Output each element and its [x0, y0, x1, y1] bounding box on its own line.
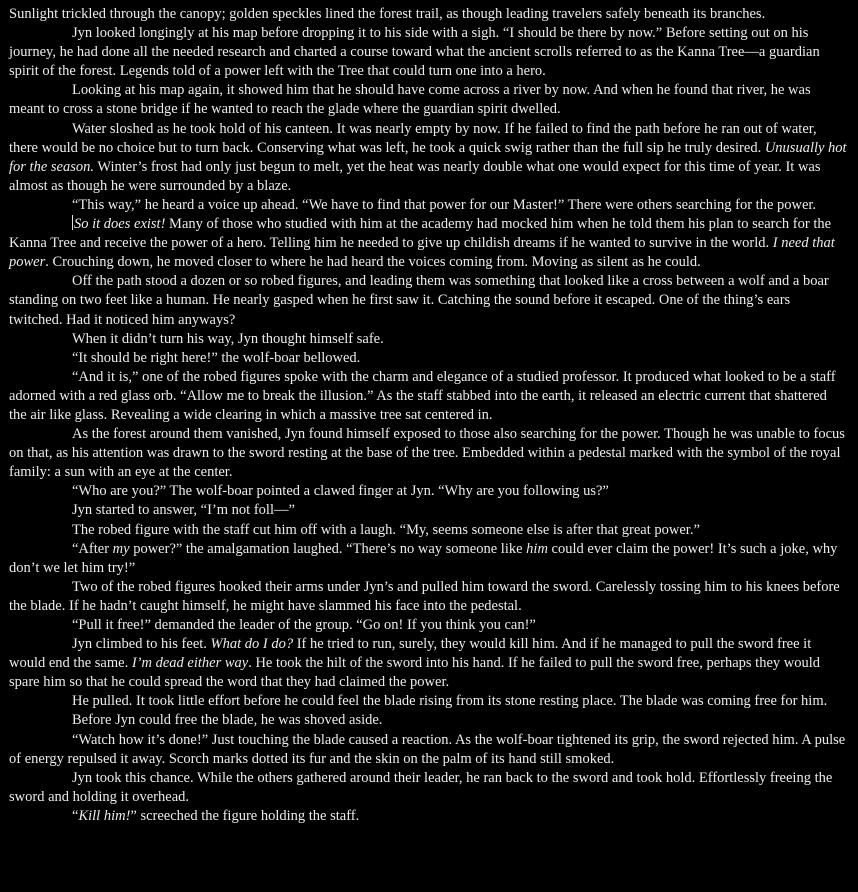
paragraph [9, 215, 847, 272]
italic-text-run: Kill him! [78, 807, 131, 824]
text-run: power?” the amalgamation laughed. “There’s no way someone like [129, 540, 527, 557]
italic-text-run: Unusually hot for the season. [9, 139, 847, 175]
text-run: “ [72, 807, 79, 824]
text-run: When it didn’t turn his way, Jyn thought himself safe. [72, 330, 384, 347]
text-run: “After [72, 540, 113, 557]
paragraph [9, 24, 847, 81]
text-run: If he tried to run, surely, they would kill him. And if he managed to pull the sword free it would end the same. [9, 636, 812, 672]
text-run: . Crouching down, he moved closer to where he had heard the voices coming from. Moving as silent as he could. [45, 254, 701, 271]
paragraph [9, 501, 847, 520]
text-run: . He took the hilt of the sword into his hand. If he failed to pull the sword free, perhaps they would spare him so that he could spread the word that they had claimed the power. [9, 655, 821, 691]
text-run: As the forest around them vanished, Jyn found himself exposed to those also searching for the power. Though he was unable to focus on that, as his attention was drawn to the sword resting at the base of the tree. Embedded within a pedestal marked with the symbol of the royal family: a sun with an eye at the center. [9, 426, 845, 481]
paragraph [9, 692, 847, 711]
text-run: “It should be right here!” the wolf-boar bellowed. [72, 349, 361, 366]
paragraph [9, 425, 847, 482]
paragraph [9, 731, 847, 769]
italic-text-run: my [112, 540, 130, 557]
italic-text-run: him [526, 540, 548, 557]
paragraph [9, 521, 847, 540]
paragraph [9, 616, 847, 635]
paragraph [9, 368, 847, 425]
text-run: Two of the robed figures hooked their arms under Jyn’s and pulled him toward the sword. Carelessly tossing him to his knees before the blade. If he hadn’t caught himself, he might have slammed his face into the pedestal. [9, 578, 840, 614]
italic-text-run: What do I do? [210, 636, 294, 653]
text-run: Winter’s frost had only just begun to melt, yet the heat was nearly double what one would expect for this time of year. It was almost as though he were surrounded by a blaze. [9, 158, 821, 194]
document-body[interactable] [9, 5, 847, 826]
text-run: Looking at his map again, it showed him that he should have come across a river by now. And when he found that river, he was meant to cross a stone bridge if he wanted to reach the glade where the guardian spirit dwelled. [9, 82, 811, 118]
text-run: Jyn climbed to his feet. [72, 636, 211, 653]
text-run: He pulled. It took little effort before he could feel the blade rising from its stone resting place. The blade was coming free for him. [72, 693, 828, 710]
text-run: Before Jyn could free the blade, he was shoved aside. [72, 712, 383, 729]
paragraph [9, 769, 847, 807]
text-run: Water sloshed as he took hold of his canteen. It was nearly empty by now. If he failed to find the path before he ran out of water, there would be no choice but to turn back. Conserving what was left, he took a quick swig rather than the full sip he truly desired. [9, 120, 817, 156]
paragraph [9, 81, 847, 119]
text-run: ” screeched the figure holding the staff. [130, 807, 360, 824]
text-cursor [72, 215, 73, 230]
paragraph [9, 120, 847, 196]
text-run: Off the path stood a dozen or so robed figures, and leading them was something that looked like a cross between a wolf and a boar standing on two feet like a human. He nearly gasped when he first saw it. Catching the sound before it escaped. One of the thing’s ears twitched. Had it noticed him anyways? [9, 273, 829, 328]
text-run: Jyn took this chance. While the others gathered around their leader, he ran back to the sword and took hold. Effortlessly freeing the sword and holding it overhead. [9, 769, 833, 805]
text-run: could ever claim the power! It’s such a joke, why don’t we let him try!” [9, 540, 838, 576]
paragraph [9, 711, 847, 730]
text-run: “Watch how it’s done!” Just touching the blade caused a reaction. As the wolf-boar tightened its grip, the sword rejected him. A pulse of energy repulsed it away. Scorch marks dotted its fur and the skin on the palm of its hand still smoked. [9, 731, 846, 767]
paragraph [9, 482, 847, 501]
paragraph [9, 635, 847, 692]
text-run: “Pull it free!” demanded the leader of the group. “Go on! If you think you can!” [72, 617, 536, 633]
paragraph [9, 578, 847, 616]
text-run: The robed figure with the staff cut him off with a laugh. “My, seems someone else is after that great power.” [72, 521, 700, 538]
paragraph [9, 807, 847, 826]
paragraph [9, 540, 847, 578]
italic-text-run: I’m dead either way [131, 655, 249, 672]
italic-text-run: So it does exist! [74, 216, 166, 233]
paragraph [9, 330, 847, 349]
text-run: Jyn started to answer, “I’m not foll—” [72, 502, 295, 519]
paragraph [9, 5, 847, 24]
paragraph [9, 349, 847, 368]
text-run: Many of those who studied with him at the academy had mocked him when he told them his plan to search for the Kanna Tree and receive the power of a hero. Telling him he needed to give up childish dreams if he wanted to survive in the world. [9, 216, 832, 252]
text-run: “This way,” he heard a voice up ahead. “We have to find that power for our Master!” There were others searching for the power. [72, 196, 817, 213]
paragraph [9, 272, 847, 329]
text-run: “And it is,” one of the robed figures spoke with the charm and elegance of a studied professor. It produced what looked to be a staff adorned with a red glass orb. “Allow me to break the illusion.” As the staff stabbed into the earth, it released an electric current that shattered the air like glass. Revealing a wide clearing in which a massive tree sat centered in. [9, 368, 836, 423]
paragraph [9, 196, 847, 215]
italic-text-run: I need that power [9, 235, 835, 271]
text-run: “Who are you?” The wolf-boar pointed a clawed finger at Jyn. “Why are you following us?” [72, 483, 609, 500]
text-run: Jyn looked longingly at his map before dropping it to his side with a sigh. “I should be there by now.” Before setting out on his journey, he had done all the needed research and charted a course toward what the ancient scrolls referred to as the Kanna Tree—a guardian spirit of the forest. Legends told of a power left with the Tree that could turn one into a hero. [9, 25, 820, 80]
text-run: Sunlight trickled through the canopy; golden speckles lined the forest trail, as though leading travelers safely beneath its branches. [9, 6, 766, 22]
